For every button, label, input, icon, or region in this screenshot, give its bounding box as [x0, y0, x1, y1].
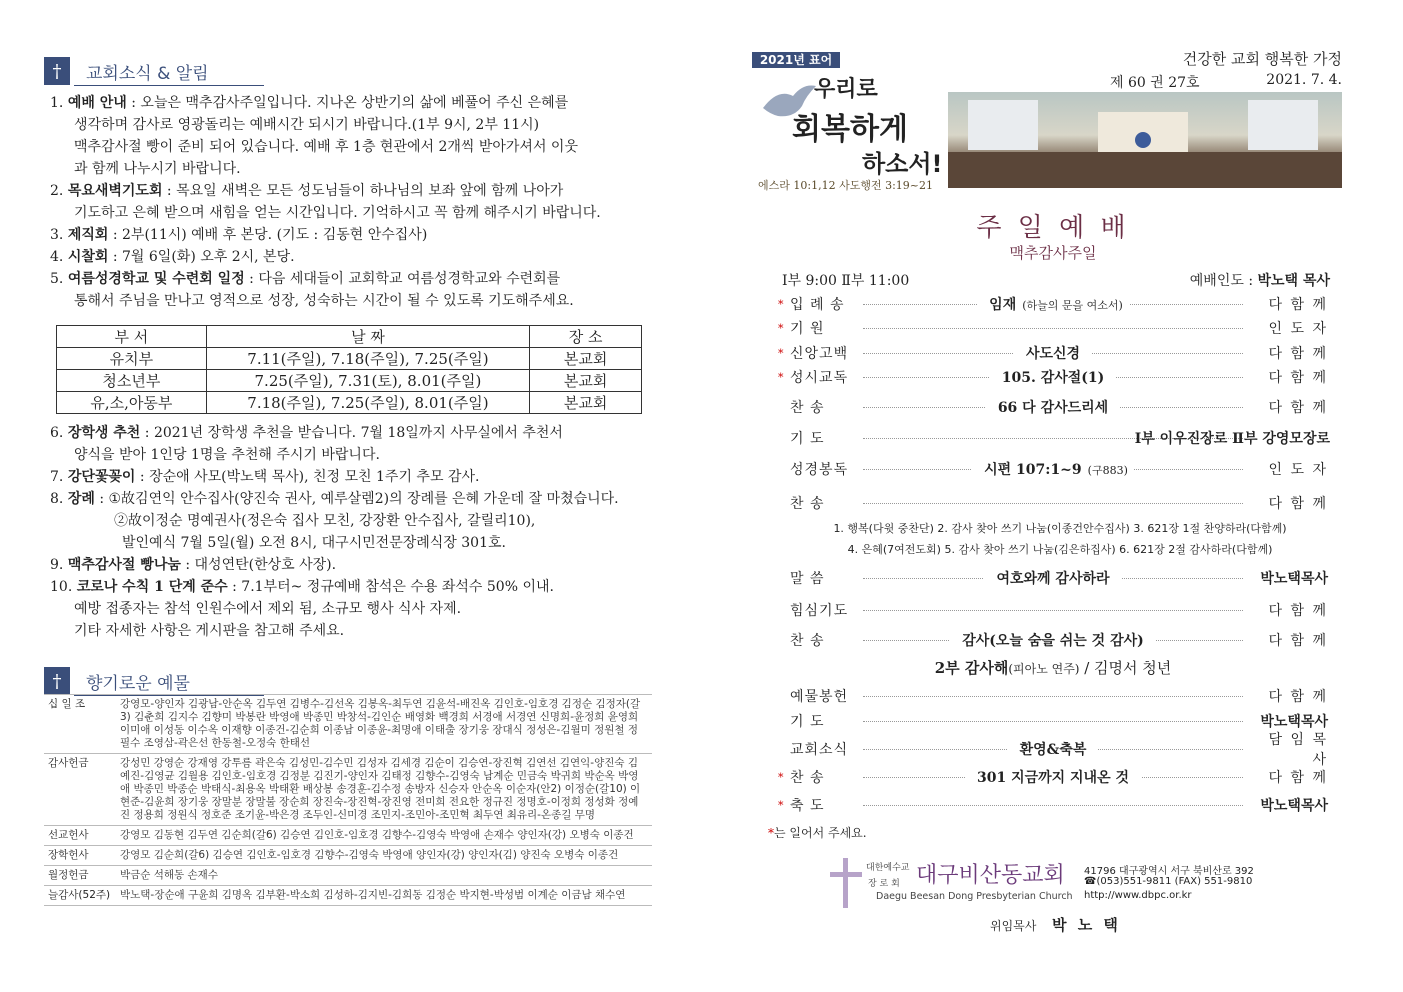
- offering-names: 강영모 김순희(갈6) 김승연 김인호-임호경 김향수-김영숙 박영애 양인자(강) 양인자(김) 양진숙 오병숙 이종건: [120, 849, 619, 861]
- offering-category: 늘감사(52주): [48, 889, 111, 901]
- notice-text: 오늘은 맥추감사주일입니다. 지나온 상반기의 삶에 베풀어 주신 은혜를: [140, 95, 569, 111]
- offering-list: [44, 694, 652, 906]
- order-performer: 다 함 께: [1268, 370, 1328, 386]
- star-icon: *: [778, 321, 784, 335]
- notice-text: 2부(11시) 예배 후 본당. (기도 : 김동현 안수집사): [122, 227, 428, 243]
- order-performer: 다 함 께: [1268, 400, 1328, 416]
- order-label: 성시교독: [790, 370, 849, 386]
- bulletin-date: 2021. 7. 4.: [1266, 72, 1342, 88]
- offering-names: 강영모-양인자 김광남-안순옥 김두연 김병수-김선옥 김봉옥-최두연 김윤석-배진옥 김인호-임호경 김정순 김정자(갈3) 김춘희 김지수 김향미 박봉란 박영애 박종민 박창석-김인순 배영화 백경희 서경애 서경연 신명희-윤정희 윤영희 이미애 이성동 이수옥 이재향 이종건-김순희 이종남 이종윤-최명애 이태출 장기웅 장대식 정성은-김월미 정원철 정필수 조영삼-곽은선 한동철-오정숙 한태선: [120, 698, 641, 749]
- notice-number: 8.: [50, 491, 64, 507]
- notice-heading: 시찰회: [67, 249, 109, 265]
- leader-label: 예배인도 :: [1189, 273, 1254, 289]
- order-item-title: 임재: [983, 297, 1022, 313]
- worship-title: 주 일 예 배: [976, 213, 1130, 243]
- notice-item: 3. 제직회 : 2부(11시) 예배 후 본당. (기도 : 김동현 안수집사): [50, 227, 428, 243]
- notice-continuation: 맥추감사절 빵이 준비 되어 있습니다. 예배 후 1층 현관에서 2개씩 받아가셔서 이웃: [74, 139, 578, 155]
- notice-heading: 코로나 수칙 1 단계 준수: [76, 579, 228, 595]
- star-icon: *: [778, 346, 784, 360]
- order-performer: 다 함 께: [1268, 297, 1328, 313]
- order-label: 예물봉헌: [790, 689, 849, 705]
- notice-number: 2.: [50, 183, 64, 199]
- offering-category: 감사헌금: [48, 757, 89, 769]
- order-dots: [863, 805, 1243, 806]
- special-title: 2부 감사해: [934, 659, 1009, 677]
- order-performer: 박노택목사: [1260, 714, 1328, 730]
- notice-item: 5. 여름성경학교 및 수련회 일정 : 다음 세대들이 교회학교 여름성경학교와 수련회를: [50, 271, 561, 287]
- order-item-text: [972, 462, 1134, 478]
- star-icon: *: [778, 370, 784, 384]
- order-dots: [863, 696, 1243, 697]
- notice-text: 대성연탄(한상호 사장).: [194, 557, 337, 573]
- order-row: [778, 599, 1328, 621]
- church-name: 대구비산동교회: [916, 863, 1065, 888]
- hymn-list-line-1: 1. 행복(다윗 중찬단) 2. 감사 찾아 쓰기 나눔(이종건안수집사) 3. 621장 1절 찬양하라(다함께): [833, 522, 1287, 535]
- order-item-title: 시편 107:1~9: [978, 462, 1088, 478]
- order-dots: [863, 721, 1243, 722]
- notice-number: 3.: [50, 227, 64, 243]
- offering-row: [44, 754, 652, 826]
- order-item-text: [965, 770, 1141, 786]
- order-performer: 다 함 께: [1268, 346, 1328, 362]
- denomination-bottom: 장 로 회: [868, 879, 900, 889]
- star-icon: *: [768, 826, 774, 840]
- notice-item: 4. 시찰회 : 7월 6일(화) 오후 2시, 본당.: [50, 249, 295, 265]
- order-label: 기 도: [790, 714, 825, 730]
- order-item-text: [984, 571, 1121, 587]
- order-row: [778, 732, 1328, 768]
- church-photo: [948, 92, 1342, 188]
- order-performer: 다 함 께: [1268, 689, 1328, 705]
- order-row: [778, 396, 1328, 418]
- offering-row: [44, 826, 652, 846]
- order-item: [863, 397, 1243, 417]
- order-label: 찬 송: [790, 496, 825, 512]
- schedule-cell: 본교회: [530, 392, 642, 414]
- notice-text: ①故김연익 안수집사(양진숙 권사, 예루살렘2)의 장례를 은혜 가운데 잘 마쳤습니다.: [108, 491, 619, 507]
- news-section-header: [44, 56, 209, 86]
- order-item: [863, 739, 1243, 759]
- star-icon: *: [778, 297, 784, 311]
- order-item-title: 여호와께 감사하라: [990, 571, 1115, 587]
- order-label: 힘심기도: [790, 603, 849, 619]
- schedule-header-cell: 장 소: [530, 326, 642, 348]
- order-item-text: [950, 633, 1156, 649]
- church-website[interactable]: http://www.dbpc.or.kr: [1084, 890, 1192, 901]
- order-row: [778, 567, 1328, 589]
- order-row: [778, 685, 1328, 707]
- order-item: [863, 343, 1243, 363]
- worship-leader: [1130, 270, 1330, 290]
- order-row: [778, 629, 1328, 651]
- order-performer: 인 도 자: [1268, 321, 1328, 337]
- offering-section-header: [44, 666, 190, 696]
- order-label: 교회소식: [790, 742, 849, 758]
- order-item-title: 105. 감사절(1): [996, 370, 1111, 386]
- offering-category: 십 일 조: [48, 698, 86, 710]
- notice-heading: 장학생 추천: [67, 425, 141, 441]
- order-performer: 다 함 께: [1268, 496, 1328, 512]
- order-row: [778, 492, 1328, 514]
- year-badge: 2021년 표어: [752, 52, 840, 68]
- offering-category: 월정헌금: [48, 869, 89, 881]
- order-performer: 다 함 께: [1268, 770, 1328, 786]
- schedule-row: [57, 370, 642, 392]
- schedule-header-row: [57, 326, 642, 348]
- motto-logo: [758, 72, 948, 182]
- order-performer: 박노택목사: [1260, 798, 1328, 814]
- notice-number: 7.: [50, 469, 64, 485]
- notice-item: 1. 예배 안내 : 오늘은 맥추감사주일입니다. 지나온 상반기의 삶에 베풀어 주신 은혜를: [50, 95, 569, 111]
- pastor-label: 위임목사: [990, 919, 1037, 933]
- order-label: 찬 송: [790, 770, 825, 786]
- offering-row: [44, 886, 652, 906]
- order-item-title: 66 다 감사드리세: [992, 400, 1114, 416]
- offering-row: [44, 695, 652, 754]
- schedule-cell: 유치부: [57, 348, 207, 370]
- notice-continuation: ②故이정순 명예권사(정은숙 집사 모친, 강장환 안수집사, 갈릴리10),: [114, 513, 536, 529]
- news-section-title: 교회소식 & 알림: [86, 63, 209, 84]
- notice-number: 5.: [50, 271, 64, 287]
- notice-item: 7. 강단꽃꽂이 : 장순애 사모(박노택 목사), 친정 모친 1주기 추모 감사.: [50, 469, 480, 485]
- order-dots: [863, 503, 1243, 504]
- order-item-text: [990, 370, 1117, 386]
- notice-continuation: 예방 접종자는 참석 인원수에서 제외 됨, 소규모 행사 식사 자제.: [74, 601, 462, 617]
- order-row: [778, 317, 1328, 339]
- notice-list: [50, 92, 650, 312]
- church-address: 41796 대구광역시 서구 북비산로 392: [1084, 866, 1254, 877]
- order-performer: 박노택목사: [1260, 571, 1328, 587]
- notice-number: 1.: [50, 95, 64, 111]
- order-row: [778, 766, 1328, 788]
- order-label: 축 도: [790, 798, 825, 814]
- notice-number: 10.: [50, 579, 73, 595]
- order-row: [778, 366, 1328, 388]
- order-row: [778, 293, 1328, 315]
- notice-heading: 목요새벽기도회: [67, 183, 163, 199]
- notice-text: 목요일 새벽은 모든 성도님들이 하나님의 보좌 앞에 함께 나아가: [176, 183, 564, 199]
- stand-note: [768, 824, 867, 841]
- notice-number: 6.: [50, 425, 64, 441]
- notice-item: 9. 맥추감사절 빵나눔 : 대성연탄(한상호 사장).: [50, 557, 337, 573]
- cross-icon: †: [44, 57, 70, 85]
- offering-category: 장학헌사: [48, 849, 89, 861]
- order-item: [863, 568, 1243, 588]
- offering-row: [44, 866, 652, 886]
- notice-heading: 예배 안내: [67, 95, 127, 111]
- stand-note-text: 는 일어서 주세요.: [774, 826, 867, 840]
- notice-text: 7월 6일(화) 오후 2시, 본당.: [122, 249, 295, 265]
- motto-line-2: 회복하게: [792, 112, 908, 147]
- church-english-name: Daegu Beesan Dong Presbyterian Church: [876, 891, 1073, 902]
- order-item-detail: (구883): [1087, 464, 1128, 477]
- offering-names: 박금순 석해동 손재수: [120, 869, 218, 881]
- notice-continuation: 통해서 주님을 만나고 영적으로 성장, 성숙하는 시간이 될 수 있도록 기도해주세요.: [74, 293, 574, 309]
- schedule-cell: 7.11(주일), 7.18(주일), 7.25(주일): [206, 348, 529, 370]
- notice-item: 2. 목요새벽기도회 : 목요일 새벽은 모든 성도님들이 하나님의 보좌 앞에 함께 나아가: [50, 183, 564, 199]
- denomination-top: 대한예수교: [866, 863, 910, 873]
- pastor-name: 박 노 택: [1052, 916, 1121, 934]
- schedule-table: [56, 325, 642, 414]
- schedule-cell: 본교회: [530, 348, 642, 370]
- order-item: [863, 630, 1243, 650]
- order-label: 찬 송: [790, 633, 825, 649]
- special-performer: / 김명서 청년: [1079, 659, 1172, 677]
- offering-names: 강성민 강영순 강재영 강투름 곽은숙 김성민-김수민 김성자 김세경 김순이 김승연-장진혁 김연선 김연익-양진숙 김예진-김영균 김월용 김인호-임호경 김정분 김진기-양인자 김태정 김향수-김영숙 남계순 민금숙 박귀희 박순옥 박영애 박종민 박종순 박태식-최용옥 박태환 배상봉 송경훈-김수정 송방자 신승자 안순옥 이순자(안2) 이정순(갈10) 이현준-김윤희 장기웅 장말분 장말불 장순희 장진숙-장진혁-장진영 전미희 전요한 정규진 정명호-이정희 정성화 정예진 정용희 정원식 정호준 조기윤-박은경 조두인-신미경 조민지-조민아-조민혁 최두연 최유리-온종길 무명: [120, 757, 641, 821]
- notice-item: 10. 코로나 수칙 1 단계 준수 : 7.1부터~ 정규예배 참석은 수용 좌석수 50% 이내.: [50, 579, 554, 595]
- special-music: [778, 657, 1328, 678]
- star-icon: *: [778, 770, 784, 784]
- notice-continuation: 과 함께 나누시기 바랍니다.: [74, 161, 241, 177]
- notice-text: 장순애 사모(박노택 목사), 친정 모친 1주기 추모 감사.: [149, 469, 480, 485]
- order-item-title: 감사(오늘 숨을 쉬는 것 감사): [956, 633, 1150, 649]
- offering-category: 선교헌사: [48, 829, 89, 841]
- order-label: 입 례 송: [790, 297, 845, 313]
- order-label: 신앙고백: [790, 346, 849, 362]
- order-item-title: 환영&축복: [1014, 742, 1093, 758]
- order-performer: 다 함 께: [1268, 603, 1328, 619]
- order-item-text: [1014, 346, 1092, 362]
- order-item-detail: (하늘의 문을 여소서): [1022, 299, 1123, 312]
- cross-icon: †: [44, 667, 70, 695]
- notice-continuation: 기도하고 은혜 받으며 새힘을 얻는 시간입니다. 기억하시고 꼭 함께 해주시기 바랍니다.: [74, 205, 601, 221]
- motto-reference: 에스라 10:1,12 사도행전 3:19~21: [758, 179, 933, 192]
- church-logo-icon: [826, 856, 866, 912]
- order-performer: 담 임 목 사: [1268, 732, 1328, 768]
- section-divider: [74, 85, 264, 86]
- schedule-header-cell: 부 서: [57, 326, 207, 348]
- worship-subtitle: 맥추감사주일: [1009, 244, 1097, 262]
- order-performer: 인 도 자: [1268, 462, 1328, 478]
- notice-item: 8. 장례 : ①故김연익 안수집사(양진숙 권사, 예루살렘2)의 장례를 은혜 가운데 잘 마쳤습니다.: [50, 491, 619, 507]
- order-item: [863, 459, 1243, 479]
- notice-continuation: 생각하며 감사로 영광돌리는 예배시간 되시기 바랍니다.(1부 9시, 2부 11시): [74, 117, 540, 133]
- notice-list-2: [50, 422, 650, 642]
- volume-number: 제 60 권 27호: [1110, 75, 1200, 91]
- notice-continuation: 기타 자세한 사항은 게시판을 참고해 주세요.: [74, 623, 345, 639]
- motto-line-3: 하소서!: [862, 150, 943, 178]
- schedule-row: [57, 392, 642, 414]
- order-label: 말 씀: [790, 571, 825, 587]
- notice-text: 다음 세대들이 교회학교 여름성경학교와 수련회를: [258, 271, 561, 287]
- schedule-cell: 7.18(주일), 7.25(주일), 8.01(주일): [206, 392, 529, 414]
- order-item-text: [977, 297, 1129, 313]
- notice-continuation: 양식을 받아 1인당 1명을 추천해 주시기 바랍니다.: [74, 447, 380, 463]
- notice-number: 4.: [50, 249, 64, 265]
- motto-line-1: 우리로: [814, 77, 878, 102]
- church-phone: ☎(053)551-9811 (FAX) 551-9810: [1084, 876, 1253, 887]
- order-dots: [863, 328, 1243, 329]
- offering-row: [44, 846, 652, 866]
- notice-text: 7.1부터~ 정규예배 참석은 수용 좌석수 50% 이내.: [241, 579, 554, 595]
- schedule-cell: 본교회: [530, 370, 642, 392]
- special-detail: (피아노 연주): [1008, 662, 1080, 676]
- church-slogan: 건강한 교회 행복한 가정: [1182, 50, 1342, 68]
- order-row: [778, 458, 1328, 480]
- schedule-cell: 7.25(주일), 7.31(토), 8.01(주일): [206, 370, 529, 392]
- schedule-row: [57, 348, 642, 370]
- schedule-cell: 유,소,아동부: [57, 392, 207, 414]
- notice-continuation: 발인예식 7월 5일(월) 오전 8시, 대구시민전문장례식장 301호.: [122, 535, 506, 551]
- order-item-text: [986, 400, 1120, 416]
- schedule-header-cell: 날 짜: [206, 326, 529, 348]
- order-item: [863, 294, 1243, 314]
- prayer-assignees: Ⅰ부 이우진장로 Ⅱ부 강영모장로: [1134, 431, 1330, 447]
- order-label: 기 도: [790, 431, 825, 447]
- order-item-title: 사도신경: [1020, 346, 1086, 362]
- order-row: [778, 342, 1328, 364]
- schedule-cell: 청소년부: [57, 370, 207, 392]
- order-item: [863, 767, 1243, 787]
- order-item: [863, 367, 1243, 387]
- notice-heading: 강단꽃꽂이: [67, 469, 136, 485]
- order-row: [778, 794, 1328, 816]
- notice-heading: 맥추감사절 빵나눔: [67, 557, 181, 573]
- order-label: 찬 송: [790, 400, 825, 416]
- notice-heading: 여름성경학교 및 수련회 일정: [67, 271, 245, 287]
- hymn-list-line-2: 4. 은혜(7여전도회) 5. 감사 찾아 쓰기 나눔(김은하집사) 6. 621장 2절 감사하라(다함께): [847, 543, 1273, 556]
- notice-text: 2021년 장학생 추천을 받습니다. 7월 18일까지 사무실에서 추천서: [153, 425, 563, 441]
- offering-names: 강영모 김동현 김두연 김순희(갈6) 김승연 김인호-임호경 김향수-김영숙 박영애 손재수 양인자(강) 오병숙 이종건: [120, 829, 634, 841]
- notice-number: 9.: [50, 557, 64, 573]
- order-label: 기 원: [790, 321, 825, 337]
- offering-names: 박노택-장순애 구윤희 김명옥 김부환-박소희 김성하-김지빈-김희동 김정순 박지현-박성범 이계순 이금남 채수연: [120, 889, 626, 901]
- notice-item: 6. 장학생 추천 : 2021년 장학생 추천을 받습니다. 7월 18일까지 사무실에서 추천서: [50, 425, 563, 441]
- order-dots: [863, 610, 1243, 611]
- order-row: [778, 710, 1328, 732]
- order-item-title: 301 지금까지 지내온 것: [971, 770, 1135, 786]
- order-performer: 다 함 께: [1268, 633, 1328, 649]
- order-item-text: [1008, 742, 1099, 758]
- service-times: Ⅰ부 9:00 Ⅱ부 11:00: [782, 273, 910, 289]
- notice-heading: 장례: [67, 491, 95, 507]
- notice-heading: 제직회: [67, 227, 109, 243]
- star-icon: *: [778, 798, 784, 812]
- leader-name: 박노택 목사: [1257, 273, 1330, 289]
- offering-section-title: 향기로운 예물: [86, 673, 190, 694]
- order-label: 성경봉독: [790, 462, 849, 478]
